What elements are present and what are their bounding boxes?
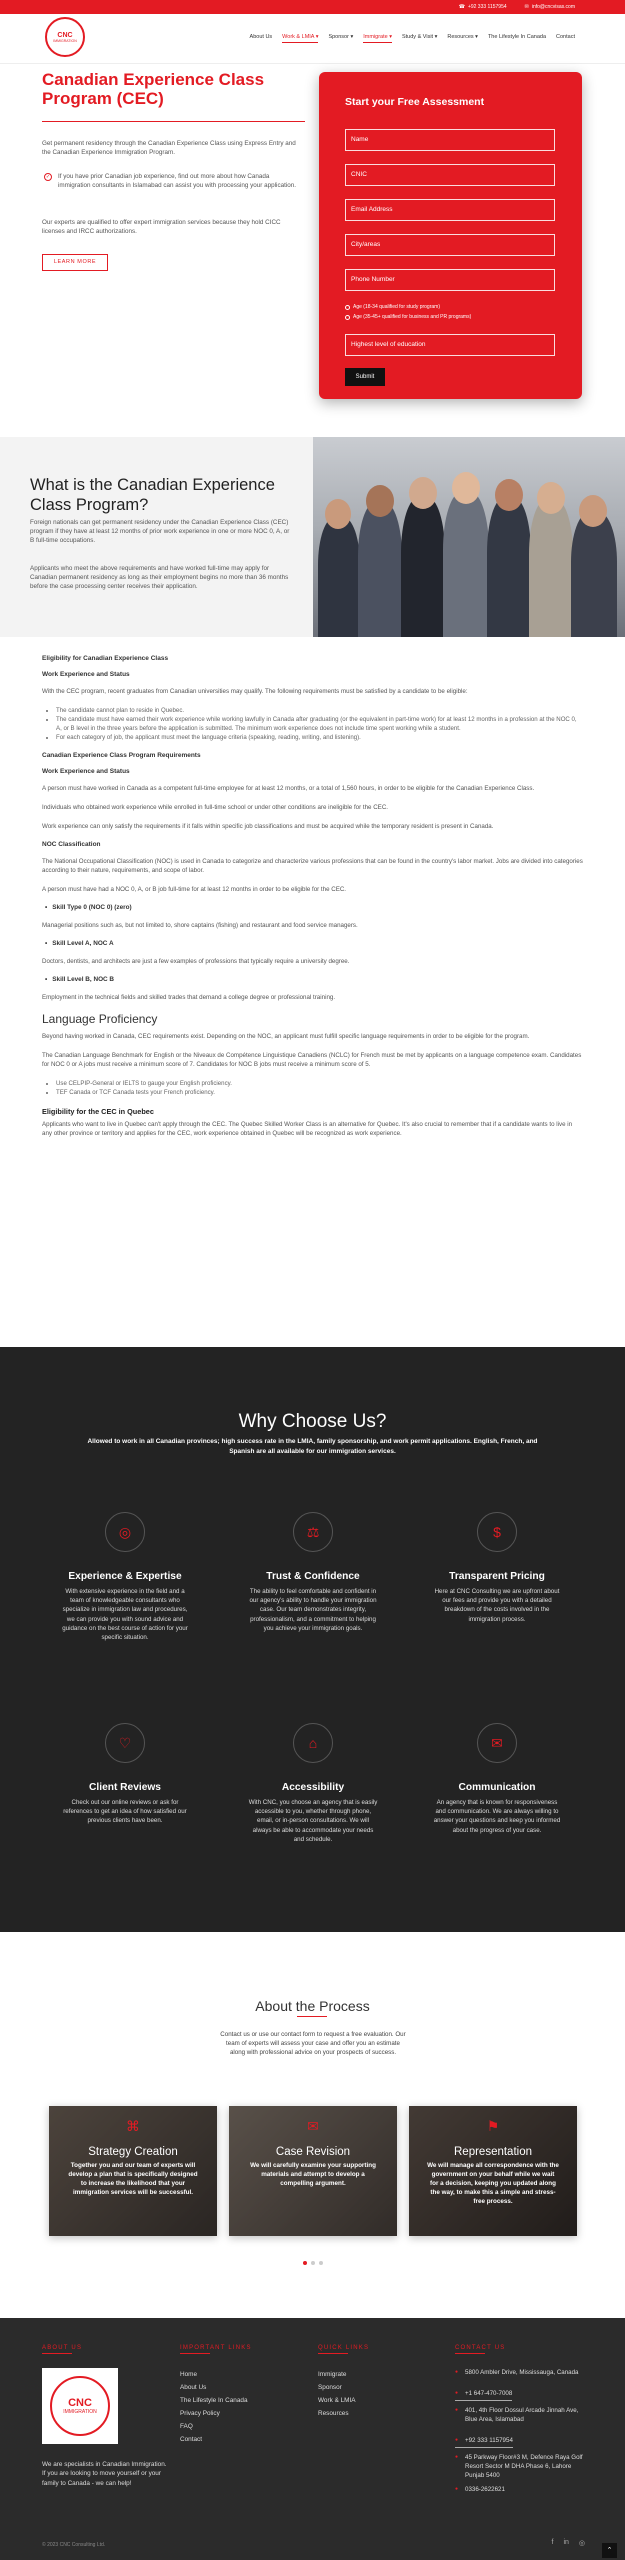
footer-link-contact[interactable]: Contact xyxy=(180,2436,203,2443)
carousel-dot[interactable] xyxy=(311,2261,315,2265)
mail-icon: ✉ xyxy=(307,2118,319,2134)
footer-about-text: We are specialists in Canadian Immigration. If you are looking to move yourself or your family to Canada - we can help! xyxy=(42,2461,167,2487)
target-icon: ◎ xyxy=(105,1512,145,1552)
quebec-heading: Eligibility for the CEC in Quebec xyxy=(42,1107,154,1116)
noc-paragraph: A person must have had a NOC 0, A, or B job full-time for at least 12 months in order to be eligible for the CEC. xyxy=(42,886,347,893)
footer-logo: CNC IMMIGRATION xyxy=(42,2368,118,2444)
nav-item-about[interactable]: About Us xyxy=(249,34,273,40)
what-title: What is the Canadian Experience Class Program? xyxy=(30,476,275,514)
requirement-paragraph: A person must have worked in Canada as a competent full-time employee for at least 12 months, or a total of 1,560 hours, in order to be eligible for the Canadian Experience Class. xyxy=(42,785,535,792)
hero-outro: Our experts are qualified to offer expert immigration services because they hold CICC licenses and IRCC authorizations. xyxy=(42,219,281,235)
nav-item-lifestyle[interactable]: The Lifestyle In Canada xyxy=(487,34,547,40)
site-logo[interactable]: CNC IMMIGRATION xyxy=(45,17,85,57)
footer-link-immigrate[interactable]: Immigrate xyxy=(318,2371,347,2378)
noc-paragraph: The National Occupational Classification (NOC) is used in Canada to categorize and characterize various professions that can be found in the country's labor market. Jobs are divided into categories according to their nature, requirements, and scope of labor. xyxy=(42,858,583,874)
process-card-representation[interactable]: ⚑ Representation We will manage all correspondence with the government on your behalf while we wait for a decision, keeping you updated along the way, to make this a simple and stress-free process. xyxy=(409,2106,577,2236)
feature-trust: ⚖ Trust & Confidence The ability to feel comfortable and confident in our agency's ability to handle your immigration case. Our team demonstrates integrity, professionalism, and a commitment to helping you achieve your immigration goals. xyxy=(248,1512,378,1633)
main-nav xyxy=(250,34,575,40)
phone-link[interactable]: ☎ +92 333 1157954 xyxy=(458,4,507,10)
eligibility-heading: Eligibility for Canadian Experience Class xyxy=(42,655,169,662)
skill-level-a: • Skill Level A, NOC A xyxy=(45,940,583,947)
footer-link-about[interactable]: About Us xyxy=(180,2384,207,2391)
name-field[interactable]: Name xyxy=(345,129,555,151)
city-field[interactable]: City/areas xyxy=(345,234,555,256)
nav-item-work-lmia[interactable]: Work & LMIA ▾ xyxy=(282,34,319,40)
work-experience-heading-2: Work Experience and Status xyxy=(42,768,130,775)
submit-button[interactable]: Submit xyxy=(345,368,385,386)
learn-more-button[interactable]: LEARN MORE xyxy=(42,254,108,271)
email-field[interactable]: Email Address xyxy=(345,199,555,221)
reviews-icon: ♡ xyxy=(105,1723,145,1763)
feature-accessibility: ⌂ Accessibility With CNC, you choose an agency that is easily accessible to you, whether through phone, email, or in-person consultations. We will always be able to accommodate your needs and schedule. xyxy=(248,1723,378,1844)
process-subtitle: Contact us or use our contact form to request a free evaluation. Our team of experts will assess your case and offer you an estimate along with professional advice on your prospects of success. xyxy=(220,2031,406,2056)
skill-level-b: • Skill Level B, NOC B xyxy=(45,976,583,983)
radio-icon xyxy=(345,315,350,320)
process-card-strategy[interactable]: ⌘ Strategy Creation Together you and our team of experts will develop a plan that is specifically designed to increase the likelihood that your immigration services will be successful. xyxy=(49,2106,217,2236)
footer-contact: CONTACT US ● 5800 Ambler Drive, Mississauga, Canada ● +1 647-470-7008 ● 401, 4th Floor Dossul Arcade Jinnah Ave, Blue Area, Islamabad ● +92 333 1157954 ● 45 Parkway Floor#3 M, Defence Raya Golf Resort Sector M DHA Phase 6, Lahore Punjab 5400 ● 0336-2622621 xyxy=(455,2345,585,2499)
list-item: • The candidate must have earned their work experience while working lawfully in Canada after graduating (or the equivalent in part-time work) for at least 12 months in a profession at the NOC 0, A, or B level in the three years before the application is submitted. The minimum work experience does not include time spent working while a student. xyxy=(56,715,583,733)
top-bar xyxy=(0,0,625,14)
footer-quick-links: QUICK LINKS Immigrate Sponsor Work & LMIA Resources xyxy=(318,2345,369,2420)
footer-link-resources[interactable]: Resources xyxy=(318,2410,349,2417)
arrow-up-icon: ⌃ xyxy=(606,2547,613,2554)
what-paragraph-1: Foreign nationals can get permanent residency under the Canadian Experience Class (CEC) program if they have at least 12 months of prior work experience in one or more NOC 0, A, or B full-time occupations. xyxy=(30,519,290,544)
skill-description: Managerial positions such as, but not limited to, shore captains (fishing) and restaurant and food service managers. xyxy=(42,922,358,929)
title-divider xyxy=(42,121,305,122)
what-paragraph-2: Applicants who meet the above requirements and have worked full-time may apply for Canadian permanent residency as long as their employment begins no more than 36 months before the case processing center receives their application. xyxy=(30,565,289,590)
phone-canada[interactable]: ● +1 647-470-7008 xyxy=(455,2389,512,2401)
check-icon: ✓ xyxy=(45,174,51,180)
requirement-paragraph: Individuals who obtained work experience while enrolled in full-time school or under other conditions are ineligible for the CEC. xyxy=(42,804,389,811)
copyright: © 2023 CNC Consulting Ltd. xyxy=(42,2542,106,2548)
linkedin-icon[interactable]: in xyxy=(563,2539,569,2546)
phone-icon: ☎ xyxy=(458,4,465,10)
list-item: • Use CELPIP-General or IELTS to gauge your English proficiency. xyxy=(56,1079,583,1088)
process-divider xyxy=(297,2016,327,2017)
work-experience-heading: Work Experience and Status xyxy=(42,671,130,678)
radio-icon xyxy=(345,305,350,310)
footer-link-faq[interactable]: FAQ xyxy=(180,2423,193,2430)
feature-experience: ◎ Experience & Expertise With extensive experience in the field and a team of knowledgeable consultants who specialize in immigration law and procedures, we can provide you with sound advice and guidance on the best course of action for your specific situation. xyxy=(60,1512,190,1642)
age-radio-study[interactable]: Age (18-34 qualified for study program) xyxy=(345,304,440,310)
social-links xyxy=(551,2539,585,2547)
handshake-icon: ⚖ xyxy=(293,1512,333,1552)
site-header xyxy=(0,14,625,64)
nav-item-resources[interactable]: Resources ▾ xyxy=(447,34,478,40)
footer-link-work[interactable]: Work & LMIA xyxy=(318,2397,356,2404)
carousel-dot[interactable] xyxy=(319,2261,323,2265)
feature-communication: ✉ Communication An agency that is known for responsiveness and communication. We are always willing to answer your questions and keep you informed about the progress of your case. xyxy=(432,1723,562,1835)
nav-item-study-visit[interactable]: Study & Visit ▾ xyxy=(401,34,438,40)
footer-link-home[interactable]: Home xyxy=(180,2371,198,2378)
why-title: Why Choose Us? xyxy=(238,1411,387,1432)
email-link[interactable]: ✉ info@cncvisas.com xyxy=(524,4,575,10)
skill-description: Employment in the technical fields and skilled trades that demand a college degree or professional training. xyxy=(42,994,336,1001)
mail-icon: ✉ xyxy=(524,4,529,10)
phone-field[interactable]: Phone Number xyxy=(345,269,555,291)
language-heading: Language Proficiency xyxy=(42,1012,158,1026)
language-list xyxy=(56,1079,583,1097)
page-title: Canadian Experience Class Program (CEC) xyxy=(42,70,265,108)
eligibility-list xyxy=(56,706,583,742)
scroll-top-button[interactable] xyxy=(602,2543,617,2558)
footer-link-lifestyle[interactable]: The Lifestyle In Canada xyxy=(180,2397,248,2404)
team-photo xyxy=(313,437,625,637)
address-islamabad: ● 401, 4th Floor Dossul Arcade Jinnah Ave, Blue Area, Islamabad xyxy=(455,2406,585,2424)
process-card-revision[interactable]: ✉ Case Revision We will carefully examine your supporting materials and attempt to develop a compelling argument. xyxy=(229,2106,397,2236)
assessment-form xyxy=(319,72,582,399)
quebec-paragraph: Applicants who want to live in Quebec can't apply through the CEC. The Quebec Skilled Worker Class is an alternative for Quebec. It's also crucial to remember that if a candidate wants to live in any other province or territory and applies for the CEC, work experience obtained in Quebec will be recognized as work experience. xyxy=(42,1121,573,1137)
skill-description: Doctors, dentists, and architects are just a few examples of professions that typically require a university degree. xyxy=(42,958,350,965)
flag-icon: ⚑ xyxy=(486,2118,500,2134)
phone-pakistan[interactable]: ● +92 333 1157954 xyxy=(455,2436,513,2448)
footer-link-privacy[interactable]: Privacy Policy xyxy=(180,2410,220,2417)
eligibility-intro: With the CEC program, recent graduates from Canadian universities may qualify. The following requirements must be satisfied by a candidate to be eligible: xyxy=(42,688,468,695)
list-item: • The candidate cannot plan to reside in Quebec. xyxy=(56,706,583,715)
form-title: Start your Free Assessment xyxy=(345,96,485,108)
education-field[interactable]: Highest level of education xyxy=(345,334,555,356)
requirements-heading: Canadian Experience Class Program Requirements xyxy=(42,752,201,759)
nav-item-contact[interactable]: Contact xyxy=(556,34,575,40)
facebook-icon[interactable]: f xyxy=(551,2539,554,2546)
feature-reviews: ♡ Client Reviews Check out our online reviews or ask for references to get an idea of how satisfied our previous clients have been. xyxy=(60,1723,190,1826)
building-icon: ⌂ xyxy=(293,1723,333,1763)
dollar-icon: $ xyxy=(477,1512,517,1552)
hero-check-item: ✓ If you have prior Canadian job experience, find out more about how Canada immigration consultants in Islamabad can assist you with processing your application. xyxy=(45,173,296,189)
why-subtitle: Allowed to work in all Canadian provinces; high success rate in the LMIA, family sponsorship, and work permit applications. English, French, and Spanish are all available for our immigration services. xyxy=(87,1438,538,1455)
requirement-paragraph: Work experience can only satisfy the requirements if it falls within specific job classifications and must be acquired while the temporary resident is present in Canada. xyxy=(42,823,494,830)
feature-pricing: $ Transparent Pricing Here at CNC Consulting we are upfront about our fees and provide you with a detailed breakdown of the costs involved in the immigration process. xyxy=(432,1512,562,1624)
message-icon: ✉ xyxy=(477,1723,517,1763)
age-radio-business[interactable]: Age (35-45+ qualified for business and PR programs) xyxy=(345,314,471,320)
address-lahore: ● 45 Parkway Floor#3 M, Defence Raya Golf Resort Sector M DHA Phase 6, Lahore Punjab 5400 xyxy=(455,2453,585,2480)
process-title: About the Process xyxy=(255,1998,370,2014)
nav-item-immigrate[interactable]: Immigrate ▾ xyxy=(363,34,392,40)
skill-type-0: • Skill Type 0 (NOC 0) (zero) xyxy=(45,904,583,911)
list-item: • For each category of job, the applicant must meet the language criteria (speaking, reading, writing, and listening). xyxy=(56,733,583,742)
footer-link-sponsor[interactable]: Sponsor xyxy=(318,2384,342,2391)
footer-important-links: IMPORTANT LINKS Home About Us The Lifestyle In Canada Privacy Policy FAQ Contact xyxy=(180,2345,252,2446)
book-icon: ⌘ xyxy=(126,2118,140,2134)
carousel-dot[interactable] xyxy=(303,2261,307,2265)
language-paragraph: Beyond having worked in Canada, CEC requirements exist. Depending on the NOC, an applicant must fulfill specific language requirements in order to be eligible for the program. xyxy=(42,1033,530,1040)
language-paragraph: The Canadian Language Benchmark for English or the Niveaux de Compétence Linguistique Canadiens (NCLC) for French must be met by applicants on a language competence exam. Candidates for NOC 0 or A jobs must receive a minimum score of 7. Candidates for NOC B jobs must receive a minimum score of 5. xyxy=(42,1052,582,1068)
cnic-field[interactable]: CNIC xyxy=(345,164,555,186)
program-details xyxy=(42,655,583,1148)
carousel-dots xyxy=(303,2261,323,2265)
footer-about: ABOUT US xyxy=(42,2345,82,2368)
nav-item-sponsor[interactable]: Sponsor ▾ xyxy=(328,34,354,40)
hero-intro: Get permanent residency through the Canadian Experience Class using Express Entry and the Canadian Experience Immigration Program. xyxy=(42,140,296,156)
instagram-icon[interactable]: ◎ xyxy=(578,2540,585,2547)
noc-heading: NOC Classification xyxy=(42,841,101,848)
list-item: • TEF Canada or TCF Canada tests your French proficiency. xyxy=(56,1088,583,1097)
address-canada: ● 5800 Ambler Drive, Mississauga, Canada xyxy=(455,2368,585,2377)
phone-lahore[interactable]: ● 0336-2622621 xyxy=(455,2485,585,2494)
